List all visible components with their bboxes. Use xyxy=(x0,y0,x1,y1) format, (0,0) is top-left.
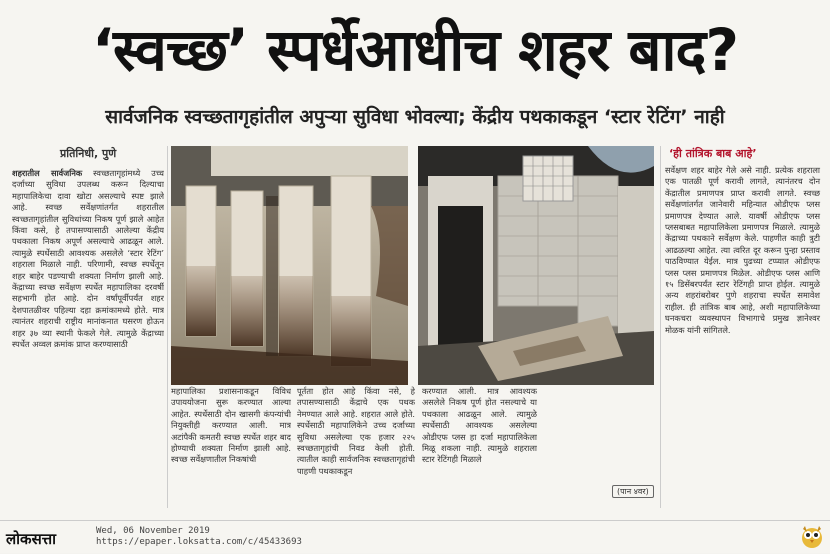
photo-broken-toilet xyxy=(418,146,654,385)
left-column-lead: शहरातील सार्वजनिक xyxy=(12,168,83,178)
left-column-text xyxy=(12,168,164,508)
caption-column-1: महापालिका प्रशासनाकडून विविध उपाययोजना सुरू करण्यात आल्या आहेत. स्पर्धेसाठी दोन खासगी कंपन्यांची नियुक्तीही करण्यात आली. मात्र अटांपैकी कमतरी स्वच्छ स्पर्धेत शहर बाद होण्याची शक्यता निर्माण झाली आहे. स्वच्छ सर्वेक्षणातील निकषांची xyxy=(171,386,291,465)
footer-date: Wed, 06 November 2019 xyxy=(96,526,210,536)
page-footer xyxy=(0,520,830,554)
owl-icon xyxy=(800,523,824,549)
photo-toilet-cubicles-image xyxy=(171,146,408,385)
side-box-body: सर्वेक्षण शहर बाहेर गेले असे नाही. प्रत्येक शहराला एक पातळी पूर्ण करावी लागते, त्यानंतरच दोन केंद्रातील प्रमाणपत्र प्राप्त करावी लागते. स्वच्छ सर्वेक्षणांतर्गत जानेवारी महिन्यात ओडीएफ प्लस प्रमाणपत्र देण्यात आले. यावर्षी ओडीएफ प्लस प्लसबाबत महापालिकेला प्रमाणपत्र मिळाले. त्यामुळे केंद्राच्या पथकाने सर्वेक्षण केले. पाहणीत काही त्रुटी आढळल्या आहेत. त्या त्वरित दूर करून पुन्हा प्रस्ताव पाठविण्यात येईल. मात्र पुढच्या टप्प्यात ओडीएफ प्लस प्लस प्रमाणपत्र मिळेल. ओडीएफ प्लस आणि १५ डिसेंबरपर्यंत स्टार रेटिंगही प्राप्त होईल. त्यामुळे अन्य शहरांबरोबर पुणे शहराचा स्पर्धेत समावेश राहील. ही तांत्रिक बाब आहे, अशी महापालिकेच्या घनकचरा व्यवस्थापन विभागाचे प्रमुख ज्ञानेश्वर मोळक यांनी सांगितले. xyxy=(665,165,820,335)
photo-broken-toilet-image xyxy=(418,146,654,385)
article-headline: ‘स्वच्छ’ स्पर्धेआधीच शहर बाद? xyxy=(92,16,738,84)
column-divider xyxy=(167,146,168,508)
column-divider xyxy=(660,146,661,508)
side-box xyxy=(665,146,820,508)
article-subheadline: सार्वजनिक स्वच्छतागृहांतील अपुऱ्या सुविधा भोवल्या; केंद्रीय पथकाकडून ‘स्टार रेटिंग’ नाही xyxy=(105,106,725,128)
photo-toilet-cubicles xyxy=(171,146,408,385)
loksatta-logo: लोकसत्ता xyxy=(6,530,56,548)
left-column-body: स्वच्छतागृहांमध्ये उच्च दर्जाच्या सुविधा उपलब्ध करून दिल्याचा महापालिकेचा दावा खोटा असल्याचे स्पष्ट झाले आहे. स्वच्छ सर्वेक्षणांतर्गत शहरातील स्वच्छतागृहांतील सुविधांच्या निकष पूर्ण झाले आहेत किंवा कसे, हे तपासण्यासाठी आलेल्या केंद्रीय पथकाला निकष अपूर्ण असल्याचे आढळून आले. त्यामुळे स्पर्धेसाठी आवश्यक असलेले ‘स्टार रेटिंग’ शहराला मिळाले नाही. परिणामी, स्वच्छ स्पर्धेतून शहर बाहेर पडण्याची शक्यता निर्माण झाली आहे. केंद्राच्या स्वच्छ सर्वेक्षण स्पर्धेत महापालिका दरवर्षी सहभागी होत आहे. दोन वर्षांपूर्वीपर्यंत शहर देशपातळीवर पहिल्या दहा क्रमांकामध्ये होते. मात्र त्यानंतर शहराची राष्ट्रीय मानांकनात घसरण होऊन शहर ३७ व्या स्थानी फेकले गेले. त्यामुळे केंद्राच्या स्पर्धेत अव्वल क्रमांक प्राप्त करण्यासाठी xyxy=(12,168,164,350)
footer-url[interactable]: https://epaper.loksatta.com/c/45433693 xyxy=(96,537,302,547)
side-box-heading: ‘ही तांत्रिक बाब आहे’ xyxy=(669,147,757,160)
article-byline: प्रतिनिधी, पुणे xyxy=(60,147,117,160)
continued-page-ref: (पान ४वर) xyxy=(612,485,654,498)
caption-column-2: पूर्तता होत आहे किंवा नसे, हे तपासण्यासाठी केंद्राचे एक पथक नेमण्यात आले आहे. शहरात आले होते. स्पर्धेसाठी महापालिकेने उच्च दर्जाच्या सुविधा असलेल्या एक हजार २२५ स्वच्छतागृहांची निवड केली होती. त्यातील काही सार्वजनिक स्वच्छतागृहांची पाहणी पथकाकडून xyxy=(297,386,415,476)
caption-column-3: करण्यात आली. मात्र आवश्यक असलेले निकष पूर्ण होत नसल्याचे या पथकाला आढळून आले. त्यामुळे स्पर्धेसाठी आवश्यक असलेल्या ओडीएफ प्लस हा दर्जा महापालिकेला मिळू शकला नाही. त्यामुळे शहराला स्टार रेटिंगही मिळाले xyxy=(422,386,537,465)
footer-meta xyxy=(96,526,302,548)
